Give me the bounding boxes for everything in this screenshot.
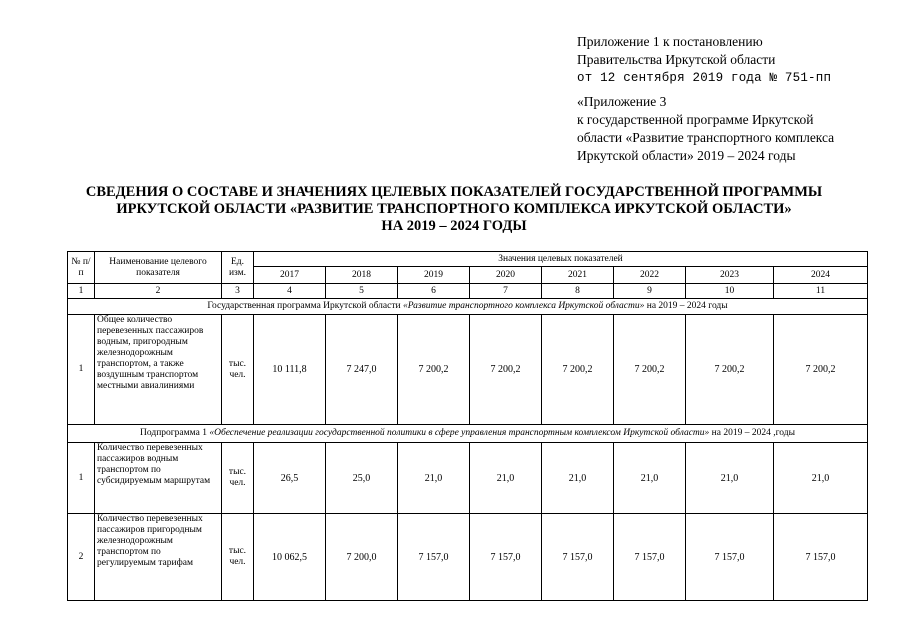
year-cell: 2021 [542, 267, 614, 284]
row-value: 7 157,0 [398, 514, 470, 601]
header-values: Значения целевых показателей [254, 252, 868, 267]
program-section-row [68, 299, 868, 315]
subprogram-section-row [68, 425, 868, 443]
row-value: 7 200,2 [398, 315, 470, 425]
row-value: 7 157,0 [614, 514, 686, 601]
row-value: 7 200,2 [542, 315, 614, 425]
row-value: 7 200,2 [774, 315, 868, 425]
header-line: «Приложение 3 [577, 94, 667, 109]
subprogram-name: «Обеспечение реализации государственной политики в сфере управления транспортным комплексом Иркутской области» [209, 428, 710, 438]
row-value: 26,5 [254, 443, 326, 514]
indicators-table [67, 251, 868, 601]
row-value: 25,0 [326, 443, 398, 514]
section-prefix: Государственная программа Иркутской области [207, 301, 403, 311]
document-title [40, 184, 868, 235]
row-name: Количество перевезенных пассажиров пригородным железнодорожным транспортом по регулируемым тарифам [95, 514, 222, 601]
title-line: СВЕДЕНИЯ О СОСТАВЕ И ЗНАЧЕНИЯХ ЦЕЛЕВЫХ ПОКАЗАТЕЛЕЙ ГОСУДАРСТВЕННОЙ ПРОГРАММЫ [85, 184, 823, 200]
title-line: НА 2019 – 2024 ГОДЫ [381, 218, 527, 234]
header-decree-line: от 12 сентября 2019 года № 751-пп [577, 71, 832, 85]
row-value: 10 111,8 [254, 315, 326, 425]
row-value: 7 157,0 [686, 514, 774, 601]
subprogram-suffix: на 2019 – 2024 ,годы [709, 428, 795, 438]
year-cell: 2018 [326, 267, 398, 284]
row-unit: тыс. чел. [222, 514, 254, 601]
header-line: к государственной программе Иркутской [577, 112, 814, 127]
index-cell: 5 [326, 284, 398, 299]
section-suffix: на 2019 – 2024 годы [644, 301, 728, 311]
row-value: 10 062,5 [254, 514, 326, 601]
year-cell: 2017 [254, 267, 326, 284]
index-cell: 4 [254, 284, 326, 299]
row-name: Количество перевезенных пассажиров водным транспортом по субсидируемым маршрутам [95, 443, 222, 514]
row-value: 21,0 [774, 443, 868, 514]
index-cell: 10 [686, 284, 774, 299]
row-value: 21,0 [614, 443, 686, 514]
index-cell: 2 [95, 284, 222, 299]
header-num: № п/п [68, 252, 95, 284]
row-value: 7 200,2 [686, 315, 774, 425]
table-row [68, 443, 868, 514]
year-cell: 2020 [470, 267, 542, 284]
header-line: Приложение 1 к постановлению [577, 34, 763, 49]
year-cell: 2024 [774, 267, 868, 284]
index-cell: 8 [542, 284, 614, 299]
index-cell: 7 [470, 284, 542, 299]
index-cell: 3 [222, 284, 254, 299]
year-cell: 2023 [686, 267, 774, 284]
table-row [68, 315, 868, 425]
row-value: 21,0 [686, 443, 774, 514]
header-line: области «Развитие транспортного комплекса [577, 130, 835, 145]
row-name: Общее количество перевезенных пассажиров водным, пригородным железнодорожным транспортом, а также воздушным транспортом местными авиалиниями [95, 315, 222, 425]
row-value: 7 157,0 [470, 514, 542, 601]
row-value: 7 157,0 [774, 514, 868, 601]
row-num: 1 [68, 443, 95, 514]
section-program-name: «Развитие транспортного комплекса Иркутской области» [402, 301, 645, 311]
row-value: 7 247,0 [326, 315, 398, 425]
header-line: Правительства Иркутской области [577, 52, 776, 67]
row-num: 1 [68, 315, 95, 425]
index-cell: 9 [614, 284, 686, 299]
document-header [577, 33, 897, 165]
row-unit: тыс. чел. [222, 443, 254, 514]
year-cell: 2022 [614, 267, 686, 284]
row-value: 21,0 [470, 443, 542, 514]
index-cell: 1 [68, 284, 95, 299]
index-cell: 6 [398, 284, 470, 299]
row-value: 7 157,0 [542, 514, 614, 601]
row-value: 21,0 [542, 443, 614, 514]
row-value: 21,0 [398, 443, 470, 514]
row-value: 7 200,0 [326, 514, 398, 601]
header-unit: Ед. изм. [222, 252, 254, 284]
row-unit: тыс. чел. [222, 315, 254, 425]
subprogram-prefix: Подпрограмма 1 [140, 428, 210, 438]
table-row [68, 514, 868, 601]
row-value: 7 200,2 [614, 315, 686, 425]
row-num: 2 [68, 514, 95, 601]
title-line: ИРКУТСКОЙ ОБЛАСТИ «РАЗВИТИЕ ТРАНСПОРТНОГО КОМПЛЕКСА ИРКУТСКОЙ ОБЛАСТИ» [116, 201, 792, 217]
year-cell: 2019 [398, 267, 470, 284]
header-line: Иркутской области» 2019 – 2024 годы [577, 148, 796, 163]
header-name: Наименование целевого показателя [95, 252, 222, 284]
row-value: 7 200,2 [470, 315, 542, 425]
index-cell: 11 [774, 284, 868, 299]
